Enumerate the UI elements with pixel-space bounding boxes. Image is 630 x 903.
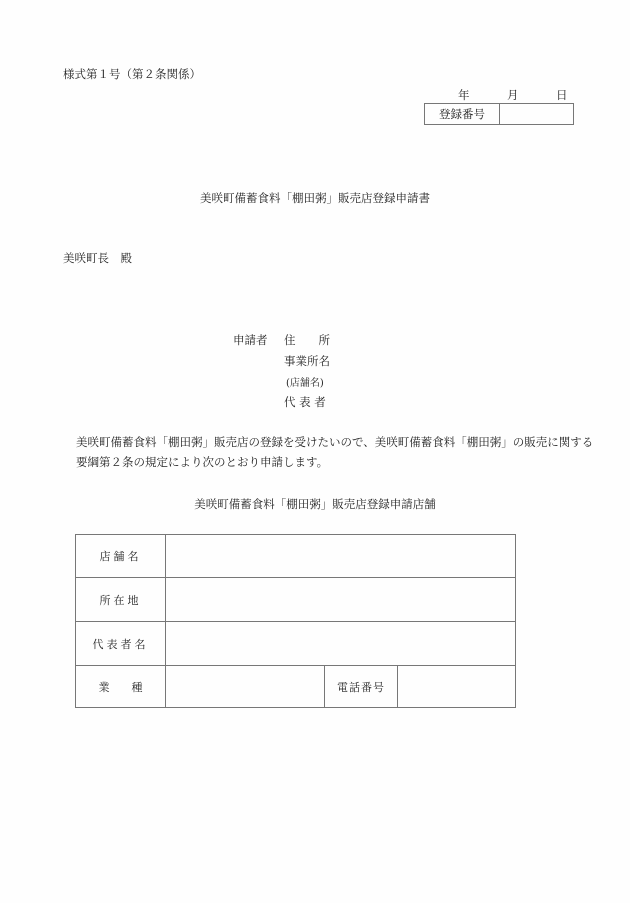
location-field[interactable] bbox=[166, 578, 516, 622]
document-title: 美咲町備蓄食料「棚田粥」販売店登録申請書 bbox=[200, 191, 430, 205]
phone-number-field[interactable] bbox=[398, 666, 516, 708]
registration-number-label: 登録番号 bbox=[425, 104, 500, 124]
phone-number-cell-label: 電話番号 bbox=[325, 666, 398, 708]
table-row bbox=[76, 622, 516, 666]
representative-label: 代 表 者 bbox=[284, 395, 326, 409]
store-name-label: (店舗名) bbox=[286, 378, 324, 389]
form-number: 様式第１号（第２条関係） bbox=[63, 67, 201, 81]
address-label: 住 所 bbox=[284, 333, 330, 347]
application-statement: 美咲町備蓄食料「棚田粥」販売店の登録を受けたいので、美咲町備蓄食料「棚田粥」の販売に関する要綱第２条の規定により次のとおり申請します。 bbox=[76, 435, 594, 469]
year-label: 年 bbox=[458, 88, 470, 102]
registration-number-box bbox=[424, 103, 574, 125]
office-name-label: 事業所名 bbox=[284, 354, 330, 368]
representative-name-cell-label: 代表者名 bbox=[76, 622, 166, 666]
date-line bbox=[0, 87, 630, 101]
month-label: 月 bbox=[507, 88, 519, 102]
business-type-cell-label: 業 種 bbox=[76, 666, 166, 708]
store-name-cell-label: 店舗名 bbox=[76, 535, 166, 578]
representative-name-field[interactable] bbox=[166, 622, 516, 666]
location-cell-label: 所在地 bbox=[76, 578, 166, 622]
applicant-heading: 申請者 bbox=[233, 333, 268, 347]
business-type-field[interactable] bbox=[166, 666, 325, 708]
table-row bbox=[76, 666, 516, 708]
table-row bbox=[76, 578, 516, 622]
registration-number-field[interactable] bbox=[500, 104, 573, 124]
table-title: 美咲町備蓄食料「棚田粥」販売店登録申請店舗 bbox=[194, 497, 436, 511]
store-name-field[interactable] bbox=[166, 535, 516, 578]
addressee: 美咲町長 殿 bbox=[63, 251, 132, 265]
day-label: 日 bbox=[556, 88, 568, 102]
table-row bbox=[76, 535, 516, 578]
store-info-table bbox=[75, 534, 516, 708]
